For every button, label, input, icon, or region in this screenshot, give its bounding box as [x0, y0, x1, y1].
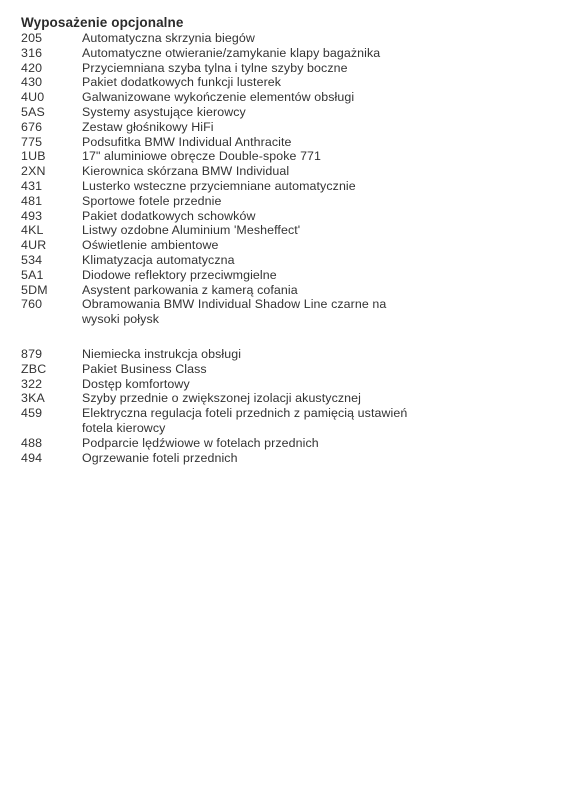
option-code: 775: [21, 134, 43, 149]
option-code: 493: [21, 208, 43, 223]
option-description: Elektryczna regulacja foteli przednich z pamięcią ustawień fotela kierowcy: [82, 406, 408, 435]
option-row: [21, 120, 551, 135]
option-row: [21, 451, 551, 466]
option-code: 5A1: [21, 267, 44, 282]
option-row: [21, 377, 551, 392]
option-description: Sportowe fotele przednie: [82, 193, 222, 208]
option-description: Szyby przednie o zwiększonej izolacji akustycznej: [82, 391, 361, 406]
option-code: 420: [21, 60, 43, 75]
option-description: Listwy ozdobne Aluminium 'Mesheffect': [82, 223, 301, 238]
option-description: Pakiet dodatkowych funkcji lusterek: [82, 75, 282, 90]
option-row: [21, 149, 551, 164]
option-description: Przyciemniana szyba tylna i tylne szyby boczne: [82, 60, 348, 75]
option-description: Klimatyzacja automatyczna: [82, 252, 235, 267]
option-description: Zestaw głośnikowy HiFi: [82, 119, 214, 134]
option-code: 5DM: [21, 282, 48, 297]
option-row: [21, 135, 551, 150]
option-description: Systemy asystujące kierowcy: [82, 104, 246, 119]
option-code: 676: [21, 119, 43, 134]
option-row: [21, 283, 551, 298]
option-code: 488: [21, 435, 43, 450]
option-row: [21, 436, 551, 451]
option-code: 205: [21, 31, 43, 45]
option-code: 2XN: [21, 164, 46, 179]
document-title: Wyposażenie opcjonalne: [21, 15, 184, 30]
option-description: Podsufitka BMW Individual Anthracite: [82, 134, 292, 149]
option-row: [21, 391, 551, 406]
option-description: Dostęp komfortowy: [82, 376, 190, 391]
option-row: [21, 31, 551, 46]
option-code: 430: [21, 75, 43, 90]
option-row: [21, 194, 551, 209]
option-group: [21, 347, 551, 465]
option-code: 879: [21, 346, 43, 361]
option-description: Kierownica skórzana BMW Individual: [82, 164, 290, 179]
option-row: [21, 75, 551, 90]
option-row: [21, 347, 551, 362]
option-code: 534: [21, 252, 43, 267]
option-description: Automatyczna skrzynia biegów: [82, 31, 255, 45]
option-row: [21, 297, 551, 327]
option-code: 316: [21, 45, 43, 60]
option-row: [21, 238, 551, 253]
option-code: 760: [21, 297, 43, 312]
option-group: [21, 31, 551, 327]
option-row: [21, 46, 551, 61]
option-code: 4UR: [21, 238, 47, 253]
options-list: [21, 31, 551, 465]
option-code: 322: [21, 376, 43, 391]
option-row: [21, 164, 551, 179]
option-description: Pakiet dodatkowych schowków: [82, 208, 256, 223]
option-row: [21, 406, 551, 436]
option-code: 4KL: [21, 223, 44, 238]
option-description: Galwanizowane wykończenie elementów obsługi: [82, 90, 355, 105]
option-description: Ogrzewanie foteli przednich: [82, 450, 238, 465]
option-description: Lusterko wsteczne przyciemniane automatycznie: [82, 178, 356, 193]
option-description: Pakiet Business Class: [82, 361, 207, 376]
option-code: ZBC: [21, 361, 47, 376]
option-row: [21, 209, 551, 224]
option-code: 459: [21, 406, 43, 421]
option-description: Niemiecka instrukcja obsługi: [82, 346, 242, 361]
option-row: [21, 253, 551, 268]
option-code: 481: [21, 193, 43, 208]
option-row: [21, 268, 551, 283]
option-description: Obramowania BMW Individual Shadow Line czarne na wysoki połysk: [82, 297, 387, 327]
option-code: 431: [21, 178, 43, 193]
option-code: 5AS: [21, 104, 46, 119]
option-row: [21, 90, 551, 105]
option-description: 17" aluminiowe obręcze Double-spoke 771: [82, 149, 322, 164]
option-row: [21, 105, 551, 120]
option-description: Oświetlenie ambientowe: [82, 238, 219, 253]
option-description: Podparcie lędźwiowe w fotelach przednich: [82, 435, 319, 450]
option-row: [21, 223, 551, 238]
option-code: 1UB: [21, 149, 46, 164]
option-description: Automatyczne otwieranie/zamykanie klapy bagażnika: [82, 45, 381, 60]
option-code: 4U0: [21, 90, 45, 105]
option-row: [21, 61, 551, 76]
option-description: Diodowe reflektory przeciwmgielne: [82, 267, 277, 282]
option-code: 3KA: [21, 391, 46, 406]
option-row: [21, 179, 551, 194]
options-document: [21, 14, 551, 465]
option-row: [21, 362, 551, 377]
option-description: Asystent parkowania z kamerą cofania: [82, 282, 298, 297]
option-code: 494: [21, 450, 43, 465]
